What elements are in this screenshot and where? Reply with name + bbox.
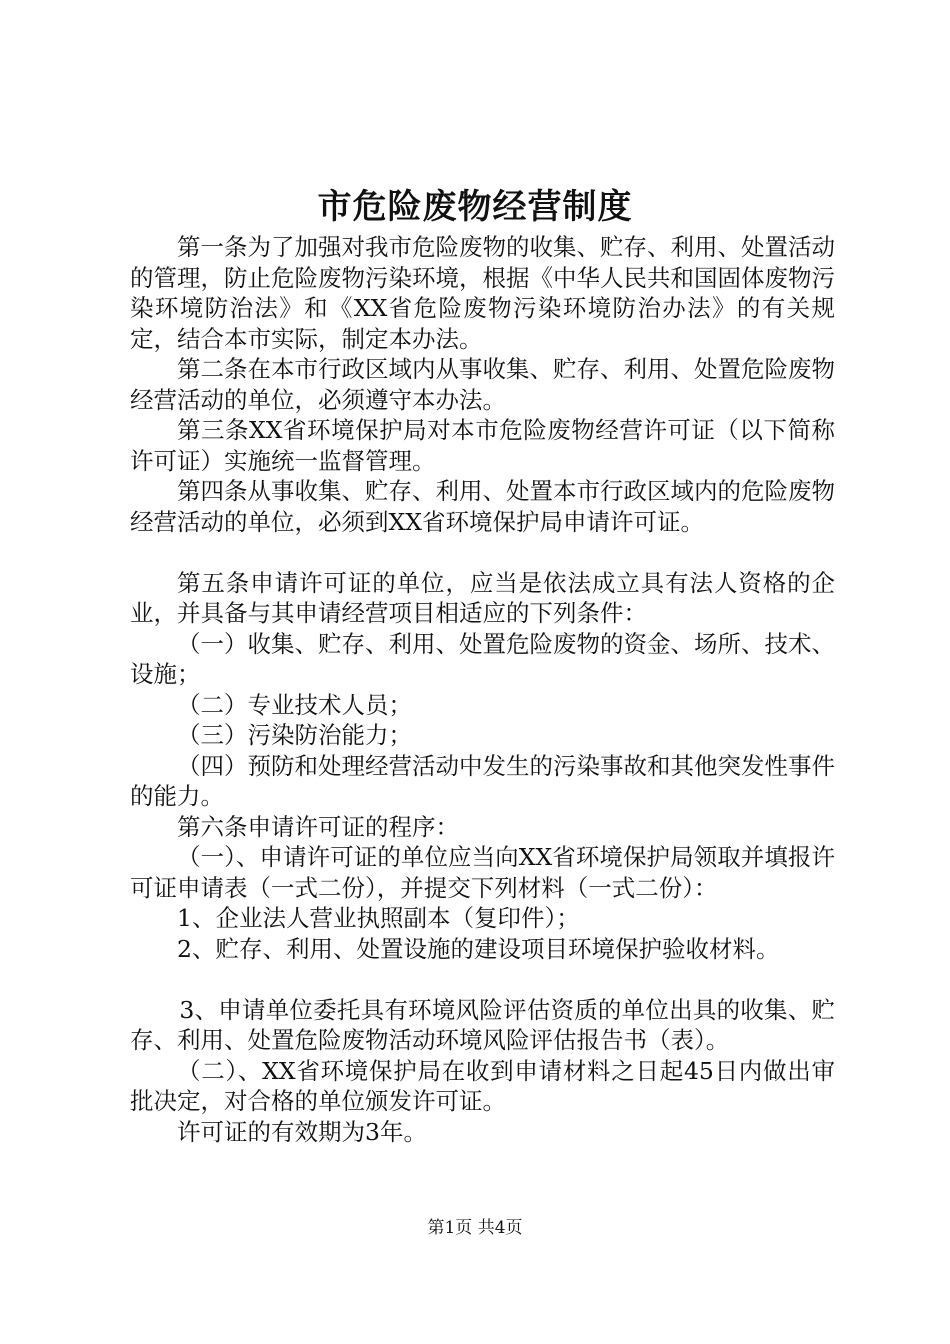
article-6-paragraph: 第六条申请许可证的程序：	[177, 812, 459, 841]
page-footer: 第1页 共4页	[427, 1218, 523, 1238]
article-6-item-1: （一）、申请许可证的单位应当向XX省环境保护局领取并填报许可证申请表（一式二份），并提交下列材料（一式二份）：	[130, 843, 835, 902]
license-validity: 许可证的有效期为3年。	[177, 1117, 427, 1146]
article-4-paragraph: 第四条从事收集、贮存、利用、处置本市行政区域内的危险废物经营活动的单位，必须到XX省环境保护局申请许可证。	[130, 477, 835, 536]
article-5-item-2: （二）专业技术人员；	[177, 690, 412, 719]
paragraph-gap	[130, 964, 835, 995]
article-1-paragraph: 第一条为了加强对我市危险废物的收集、贮存、利用、处置活动的管理，防止危险废物污染环境，根据《中华人民共和国固体废物污染环境防治法》和《XX省危险废物污染环境防治办法》的有关规定，结合本市实际，制定本办法。	[130, 233, 835, 353]
document-title: 市危险废物经营制度	[317, 187, 633, 227]
article-5-item-1: （一）收集、贮存、利用、处置危险废物的资金、场所、技术、设施；	[130, 629, 835, 688]
article-2-paragraph: 第二条在本市行政区域内从事收集、贮存、利用、处置危险废物经营活动的单位，必须遵守本办法。	[130, 355, 835, 414]
material-2: 2、贮存、利用、处置设施的建设项目环境保护验收材料。	[177, 934, 780, 963]
article-5-item-4: （四）预防和处理经营活动中发生的污染事故和其他突发性事件的能力。	[130, 751, 835, 810]
material-1: 1、企业法人营业执照副本（复印件）；	[177, 904, 580, 932]
paragraph-gap	[130, 537, 835, 568]
article-6-item-2: （二）、XX省环境保护局在收到申请材料之日起45日内做出审批决定，对合格的单位颁发许可证。	[130, 1056, 835, 1115]
article-5-item-3: （三）污染防治能力；	[177, 721, 412, 749]
article-3-paragraph: 第三条XX省环境保护局对本市危险废物经营许可证（以下简称许可证）实施统一监督管理。	[130, 416, 835, 475]
article-5-paragraph: 第五条申请许可证的单位，应当是依法成立具有法人资格的企业，并具备与其申请经营项目相适应的下列条件：	[130, 568, 835, 627]
material-3: 3、申请单位委托具有环境风险评估资质的单位出具的收集、贮存、利用、处置危险废物活动环境风险评估报告书（表）。	[130, 995, 835, 1054]
document-body	[130, 232, 835, 1147]
